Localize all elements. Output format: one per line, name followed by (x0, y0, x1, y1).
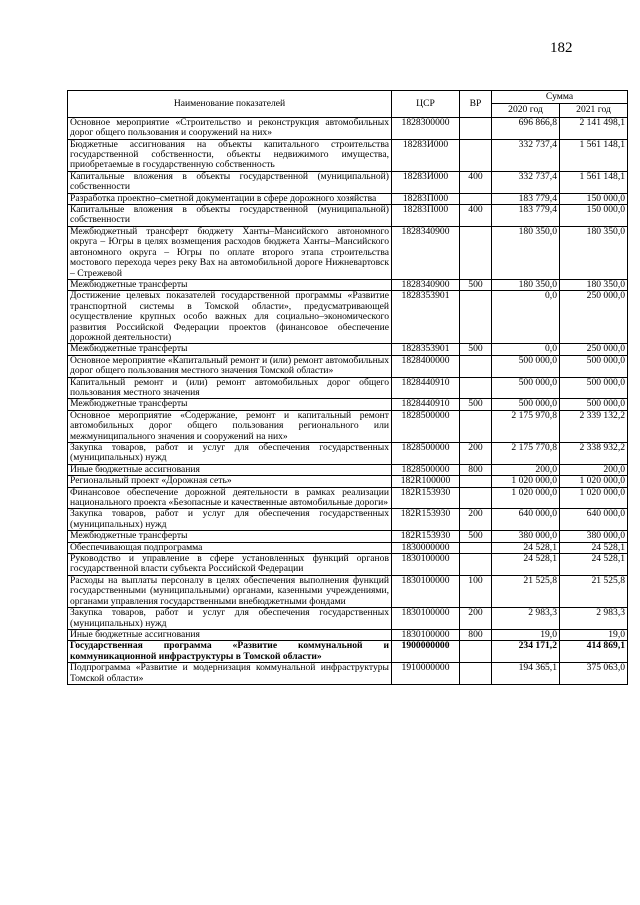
row-sum-2020-cell: 180 350,0 (492, 226, 560, 279)
row-sum-2020-cell: 500 000,0 (492, 355, 560, 377)
row-sum-2020-cell: 2 175 770,8 (492, 443, 560, 465)
row-vr-cell: 500 (460, 344, 492, 355)
row-csr-cell: 1828500000 (392, 464, 460, 475)
row-vr-cell (460, 476, 492, 487)
table-row (68, 193, 628, 204)
row-sum-2020-cell: 640 000,0 (492, 509, 560, 531)
row-csr-cell: 1828340900 (392, 226, 460, 279)
row-name-cell: Достижение целевых показателей государственной программы «Развитие транспортной системы в Томской области», предусматривающей осуществление крупных особо важных для социально–экономического развития Российской Федерации проектов (финансовое обеспечение дорожной деятельности) (68, 291, 392, 344)
row-vr-cell: 500 (460, 531, 492, 542)
table-row (68, 487, 628, 509)
row-sum-2020-cell: 500 000,0 (492, 377, 560, 399)
table-row (68, 629, 628, 640)
row-sum-2020-cell: 21 525,8 (492, 575, 560, 607)
row-csr-cell: 1830000000 (392, 542, 460, 553)
header-year-2021: 2021 год (560, 104, 628, 117)
row-vr-cell (460, 487, 492, 509)
row-sum-2020-cell: 24 528,1 (492, 554, 560, 576)
row-csr-cell: 18283П000 (392, 205, 460, 227)
row-vr-cell: 400 (460, 171, 492, 193)
row-name-cell: Межбюджетные трансферты (68, 531, 392, 542)
row-csr-cell: 1828440910 (392, 399, 460, 410)
table-row (68, 542, 628, 553)
row-csr-cell: 1828353901 (392, 344, 460, 355)
row-sum-2021-cell: 375 063,0 (560, 663, 628, 685)
row-csr-cell: 182R153930 (392, 509, 460, 531)
row-vr-cell: 400 (460, 205, 492, 227)
table-body (68, 117, 628, 684)
row-vr-cell (460, 117, 492, 139)
row-csr-cell: 182R153930 (392, 487, 460, 509)
row-csr-cell: 18283И000 (392, 139, 460, 171)
row-sum-2020-cell: 194 365,1 (492, 663, 560, 685)
row-name-cell: Основное мероприятие «Содержание, ремонт и капитальный ремонт автомобильных дорог общего пользования регионального или межмуниципального значения и сооружений на них» (68, 410, 392, 442)
row-vr-cell (460, 139, 492, 171)
row-sum-2020-cell: 1 020 000,0 (492, 487, 560, 509)
row-sum-2021-cell: 2 983,3 (560, 608, 628, 630)
page-number: 182 (550, 40, 573, 56)
row-name-cell: Иные бюджетные ассигнования (68, 629, 392, 640)
table-row (68, 117, 628, 139)
table-row (68, 377, 628, 399)
row-csr-cell: 1828300000 (392, 117, 460, 139)
row-vr-cell: 800 (460, 629, 492, 640)
row-csr-cell: 182R153930 (392, 531, 460, 542)
row-sum-2021-cell: 500 000,0 (560, 355, 628, 377)
row-vr-cell (460, 291, 492, 344)
row-sum-2021-cell: 414 869,1 (560, 641, 628, 663)
table-row (68, 139, 628, 171)
row-sum-2020-cell: 183 779,4 (492, 193, 560, 204)
row-sum-2021-cell: 1 561 148,1 (560, 139, 628, 171)
row-sum-2020-cell: 180 350,0 (492, 279, 560, 290)
row-sum-2021-cell: 2 339 132,2 (560, 410, 628, 442)
row-vr-cell (460, 226, 492, 279)
row-sum-2020-cell: 0,0 (492, 291, 560, 344)
row-csr-cell: 1910000000 (392, 663, 460, 685)
row-csr-cell: 1900000000 (392, 641, 460, 663)
row-name-cell: Межбюджетные трансферты (68, 399, 392, 410)
table-row (68, 344, 628, 355)
row-sum-2021-cell: 200,0 (560, 464, 628, 475)
row-name-cell: Закупка товаров, работ и услуг для обеспечения государственных (муниципальных) нужд (68, 608, 392, 630)
row-sum-2020-cell: 19,0 (492, 629, 560, 640)
row-csr-cell: 1828340900 (392, 279, 460, 290)
row-sum-2021-cell: 24 528,1 (560, 554, 628, 576)
row-csr-cell: 18283И000 (392, 171, 460, 193)
table-row (68, 291, 628, 344)
row-name-cell: Расходы на выплаты персоналу в целях обеспечения выполнения функций государственными (муниципальными) органами, казенными учреждениями, органами управления государственными внебюджетными фондами (68, 575, 392, 607)
row-name-cell: Закупка товаров, работ и услуг для обеспечения государственных (муниципальных) нужд (68, 443, 392, 465)
row-name-cell: Иные бюджетные ассигнования (68, 464, 392, 475)
table-row (68, 205, 628, 227)
row-sum-2021-cell: 180 350,0 (560, 226, 628, 279)
row-name-cell: Бюджетные ассигнования на объекты капитального строительства государственной собственности, объекты недвижимого имущества, приобретаемые в государственную собственность (68, 139, 392, 171)
table-row (68, 608, 628, 630)
table-row (68, 575, 628, 607)
row-sum-2021-cell: 1 020 000,0 (560, 476, 628, 487)
row-sum-2021-cell: 150 000,0 (560, 205, 628, 227)
row-vr-cell (460, 554, 492, 576)
table-row (68, 171, 628, 193)
row-vr-cell (460, 542, 492, 553)
budget-table (67, 90, 628, 685)
row-sum-2021-cell: 380 000,0 (560, 531, 628, 542)
row-sum-2020-cell: 332 737,4 (492, 171, 560, 193)
header-csr: ЦСР (392, 91, 460, 118)
row-name-cell: Подпрограмма «Развитие и модернизация коммунальной инфраструктуры Томской области» (68, 663, 392, 685)
row-sum-2020-cell: 696 866,8 (492, 117, 560, 139)
row-sum-2020-cell: 2 983,3 (492, 608, 560, 630)
row-sum-2021-cell: 1 561 148,1 (560, 171, 628, 193)
row-csr-cell: 1830100000 (392, 608, 460, 630)
row-sum-2021-cell: 500 000,0 (560, 377, 628, 399)
row-sum-2020-cell: 2 175 970,8 (492, 410, 560, 442)
row-csr-cell: 1830100000 (392, 629, 460, 640)
row-csr-cell: 1828500000 (392, 443, 460, 465)
row-sum-2020-cell: 0,0 (492, 344, 560, 355)
row-name-cell: Межбюджетный трансферт бюджету Ханты–Мансийского автономного округа – Югры в целях возмещения расходов бюджета Ханты–Мансийского автономного округа – Югры по оплате второго этапа строительства мостового перехода через реку Вах на автомобильной дороге Нижневартовск – Стрежевой (68, 226, 392, 279)
row-vr-cell (460, 377, 492, 399)
row-name-cell: Разработка проектно–сметной документации в сфере дорожного хозяйства (68, 193, 392, 204)
row-sum-2020-cell: 380 000,0 (492, 531, 560, 542)
row-name-cell: Обеспечивающая подпрограмма (68, 542, 392, 553)
header-vr: ВР (460, 91, 492, 118)
table-row (68, 410, 628, 442)
table-row (68, 554, 628, 576)
row-vr-cell: 200 (460, 509, 492, 531)
row-sum-2020-cell: 1 020 000,0 (492, 476, 560, 487)
row-sum-2021-cell: 2 338 932,2 (560, 443, 628, 465)
row-csr-cell: 1828400000 (392, 355, 460, 377)
row-csr-cell: 1828353901 (392, 291, 460, 344)
row-vr-cell (460, 355, 492, 377)
row-name-cell: Межбюджетные трансферты (68, 344, 392, 355)
row-name-cell: Капитальный ремонт и (или) ремонт автомобильных дорог общего пользования местного значения (68, 377, 392, 399)
row-name-cell: Капитальные вложения в объекты государственной (муниципальной) собственности (68, 205, 392, 227)
row-name-cell: Капитальные вложения в объекты государственной (муниципальной) собственности (68, 171, 392, 193)
row-sum-2021-cell: 150 000,0 (560, 193, 628, 204)
row-csr-cell: 1830100000 (392, 554, 460, 576)
table-row (68, 226, 628, 279)
row-sum-2021-cell: 250 000,0 (560, 344, 628, 355)
table-row (68, 476, 628, 487)
row-sum-2020-cell: 200,0 (492, 464, 560, 475)
row-name-cell: Межбюджетные трансферты (68, 279, 392, 290)
table-row (68, 355, 628, 377)
row-csr-cell: 1828500000 (392, 410, 460, 442)
row-vr-cell (460, 193, 492, 204)
row-sum-2021-cell: 1 020 000,0 (560, 487, 628, 509)
row-sum-2021-cell: 21 525,8 (560, 575, 628, 607)
row-sum-2021-cell: 640 000,0 (560, 509, 628, 531)
header-sum: Сумма (492, 91, 628, 104)
row-vr-cell: 500 (460, 399, 492, 410)
table-row (68, 641, 628, 663)
row-sum-2021-cell: 250 000,0 (560, 291, 628, 344)
row-vr-cell (460, 410, 492, 442)
row-name-cell: Основное мероприятие «Капитальный ремонт и (или) ремонт автомобильных дорог общего пользования местного значения Томской области» (68, 355, 392, 377)
row-vr-cell (460, 663, 492, 685)
table-row (68, 531, 628, 542)
row-sum-2020-cell: 234 171,2 (492, 641, 560, 663)
table-row (68, 464, 628, 475)
row-vr-cell: 100 (460, 575, 492, 607)
header-name: Наименование показателей (68, 91, 392, 118)
table-row (68, 279, 628, 290)
row-sum-2020-cell: 24 528,1 (492, 542, 560, 553)
row-vr-cell: 500 (460, 279, 492, 290)
row-sum-2020-cell: 183 779,4 (492, 205, 560, 227)
row-sum-2021-cell: 180 350,0 (560, 279, 628, 290)
row-csr-cell: 18283П000 (392, 193, 460, 204)
table-header (68, 91, 628, 118)
row-sum-2020-cell: 500 000,0 (492, 399, 560, 410)
row-vr-cell: 200 (460, 608, 492, 630)
row-name-cell: Основное мероприятие «Строительство и реконструкция автомобильных дорог общего пользования и сооружений на них» (68, 117, 392, 139)
row-name-cell: Закупка товаров, работ и услуг для обеспечения государственных (муниципальных) нужд (68, 509, 392, 531)
row-vr-cell: 200 (460, 443, 492, 465)
row-csr-cell: 182R100000 (392, 476, 460, 487)
row-name-cell: Финансовое обеспечение дорожной деятельности в рамках реализации национального проекта «Безопасные и качественные автомобильные дороги» (68, 487, 392, 509)
row-name-cell: Государственная программа «Развитие коммунальной и коммуникационной инфраструктуры в Томской области» (68, 641, 392, 663)
row-sum-2021-cell: 2 141 498,1 (560, 117, 628, 139)
row-vr-cell (460, 641, 492, 663)
table-row (68, 663, 628, 685)
row-sum-2020-cell: 332 737,4 (492, 139, 560, 171)
row-name-cell: Руководство и управление в сфере установленных функций органов государственной власти субъекта Российской Федерации (68, 554, 392, 576)
row-sum-2021-cell: 500 000,0 (560, 399, 628, 410)
row-csr-cell: 1828440910 (392, 377, 460, 399)
table-row (68, 443, 628, 465)
row-name-cell: Региональный проект «Дорожная сеть» (68, 476, 392, 487)
row-csr-cell: 1830100000 (392, 575, 460, 607)
table-row (68, 399, 628, 410)
table-row (68, 509, 628, 531)
row-sum-2021-cell: 19,0 (560, 629, 628, 640)
row-vr-cell: 800 (460, 464, 492, 475)
header-year-2020: 2020 год (492, 104, 560, 117)
row-sum-2021-cell: 24 528,1 (560, 542, 628, 553)
